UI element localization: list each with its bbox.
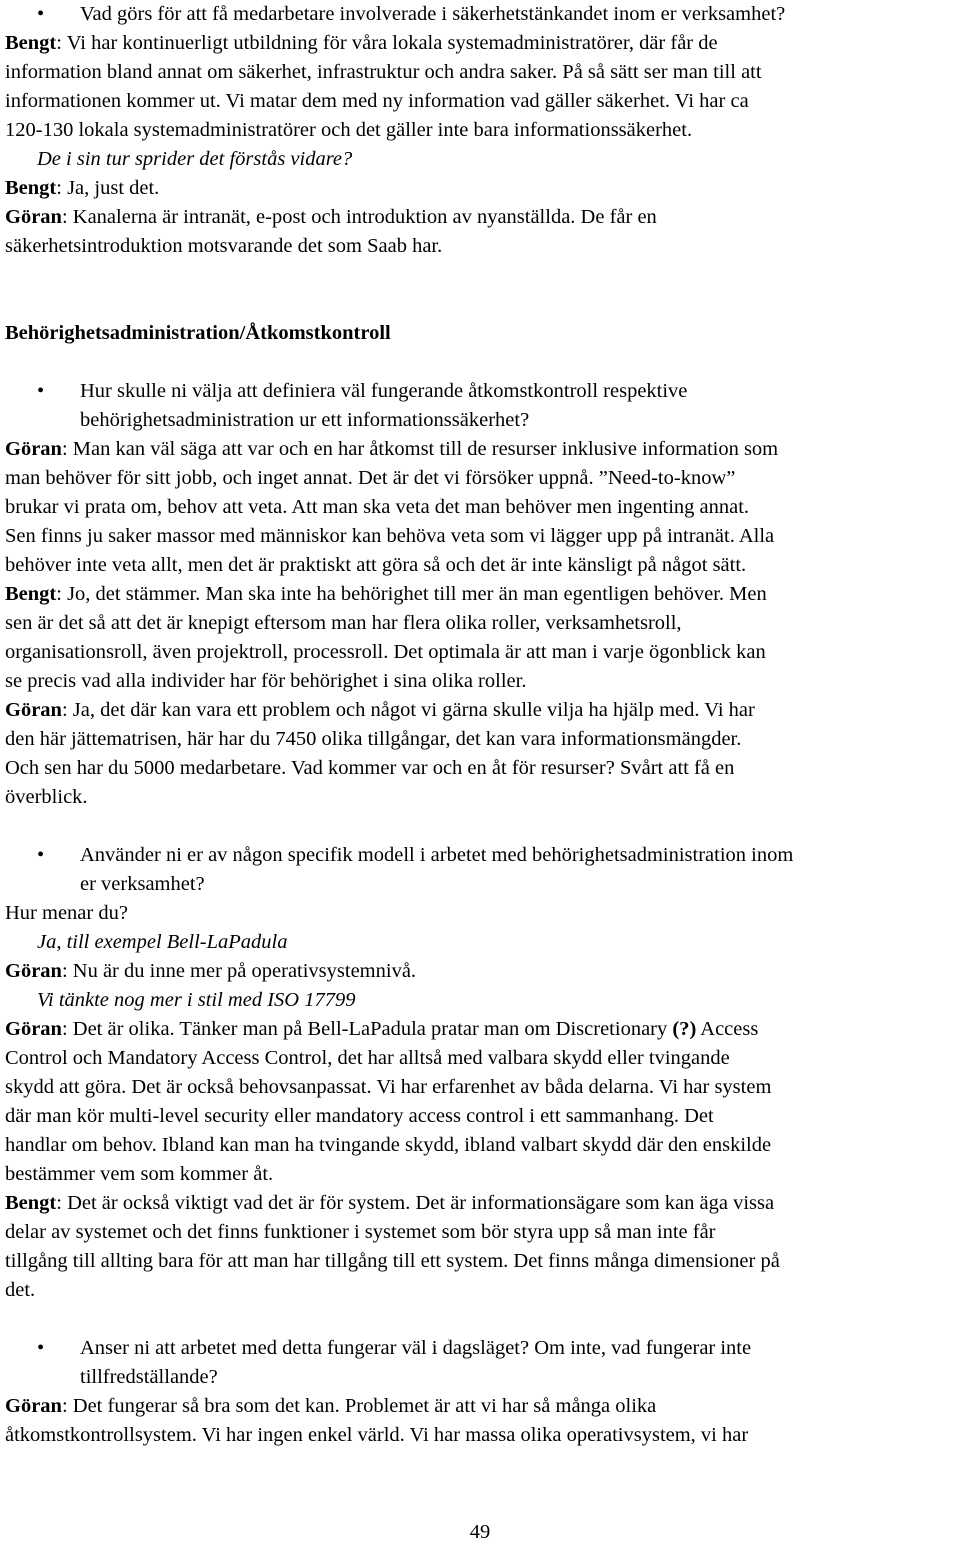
answer-line: brukar vi prata om, behov att veta. Att man ska veta det man behöver men ingenting annat.	[5, 496, 750, 518]
speaker-name: Bengt	[5, 177, 57, 199]
answer-line: delar av systemet och det finns funktioner i systemet som bör styra upp så man inte får	[5, 1221, 716, 1243]
answer-line: Göran: Det är olika. Tänker man på Bell-LaPadula pratar man om Discretionary (?) Access	[5, 1018, 759, 1040]
bullet-icon: •	[37, 3, 45, 25]
bullet-question-continued: er verksamhet?	[80, 873, 205, 895]
page-number: 49	[469, 1521, 491, 1543]
speaker-name: Bengt	[5, 1192, 57, 1214]
answer-line: man behöver för sitt jobb, och inget annat. Det är det vi försöker uppnå. ”Need-to-know”	[5, 467, 736, 489]
answer-line: det.	[5, 1279, 36, 1301]
answer-line: Göran: Ja, det där kan vara ett problem och något vi gärna skulle vilja ha hjälp med. Vi har	[5, 699, 755, 721]
answer-line: sen är det så att det är knepigt eftersom man har flera olika roller, verksamhetsroll,	[5, 612, 682, 634]
answer-line: överblick.	[5, 786, 88, 808]
bullet-icon: •	[37, 380, 45, 402]
answer-line: Hur menar du?	[5, 902, 128, 924]
answer-line: Control och Mandatory Access Control, det har alltså med valbara skydd eller tvingande	[5, 1047, 730, 1069]
answer-line: Göran: Det fungerar så bra som det kan. Problemet är att vi har så många olika	[5, 1395, 657, 1417]
answer-line: handlar om behov. Ibland kan man ha tvingande skydd, ibland valbart skydd där den enskilde	[5, 1134, 772, 1156]
speaker-name: Göran	[5, 1395, 62, 1417]
section-heading: Behörighetsadministration/Åtkomstkontroll	[5, 322, 391, 344]
answer-line: Göran: Nu är du inne mer på operativsystemnivå.	[5, 960, 417, 982]
answer-line: organisationsroll, även projektroll, processroll. Det optimala är att man i varje ögonblick kan	[5, 641, 766, 663]
speaker-name: Göran	[5, 438, 62, 460]
bullet-question: • Vad görs för att få medarbetare involverade i säkerhetstänkandet inom er verksamhet?	[5, 0, 957, 29]
answer-line: Och sen har du 5000 medarbetare. Vad kommer var och en åt för resurser? Svårt att få en	[5, 757, 735, 779]
answer-line: Sen finns ju saker massor med människor kan behöva veta som vi lägger upp på intranät. Alla	[5, 525, 775, 547]
speaker-name: Göran	[5, 206, 62, 228]
interviewer-line: Vi tänkte nog mer i stil med ISO 17799	[37, 989, 356, 1011]
answer-line: den här jättematrisen, här har du 7450 olika tillgångar, det kan vara informationsmängder.	[5, 728, 742, 750]
bullet-icon: •	[37, 1337, 45, 1359]
speaker-name: Göran	[5, 699, 62, 721]
bullet-question-continued: tillfredställande?	[80, 1366, 218, 1388]
answer-line: informationen kommer ut. Vi matar dem med ny information vad gäller säkerhet. Vi har ca	[5, 90, 749, 112]
answer-line: Göran: Kanalerna är intranät, e-post och introduktion av nyanställda. De får en	[5, 206, 657, 228]
answer-line: säkerhetsintroduktion motsvarande det som Saab har.	[5, 235, 443, 257]
speaker-name: Bengt	[5, 583, 57, 605]
answer-line: där man kör multi-level security eller mandatory access control i ett sammanhang. Det	[5, 1105, 714, 1127]
answer-line: tillgång till allting bara för att man har tillgång till ett system. Det finns många dimensioner på	[5, 1250, 780, 1272]
answer-line: bestämmer vem som kommer åt.	[5, 1163, 274, 1185]
answer-line: se precis vad alla individer har för behörighet i sina olika roller.	[5, 670, 527, 692]
interviewer-line: Ja, till exempel Bell-LaPadula	[37, 931, 288, 953]
speaker-name: Bengt	[5, 32, 57, 54]
speaker-name: Göran	[5, 960, 62, 982]
bullet-icon: •	[37, 844, 45, 866]
speaker-name: Göran	[5, 1018, 62, 1040]
answer-line: Bengt: Vi har kontinuerligt utbildning för våra lokala systemadministratörer, där får de	[5, 32, 718, 54]
bullet-question-continued: behörighetsadministration ur ett informationssäkerhet?	[80, 409, 530, 431]
bullet-question: • Anser ni att arbetet med detta fungerar väl i dagsläget? Om inte, vad fungerar inte	[5, 1334, 957, 1363]
answer-line: åtkomstkontrollsystem. Vi har ingen enkel värld. Vi har massa olika operativsystem, vi har	[5, 1424, 749, 1446]
answer-line: behöver inte veta allt, men det är praktiskt att göra så och det är inte känsligt på något sätt.	[5, 554, 747, 576]
answer-line: information bland annat om säkerhet, infrastruktur och andra saker. På så sätt ser man till att	[5, 61, 762, 83]
document-page	[5, 0, 957, 1450]
bullet-question: • Hur skulle ni välja att definiera väl fungerande åtkomstkontroll respektive	[5, 377, 957, 406]
answer-line: skydd att göra. Det är också behovsanpassat. Vi har erfarenhet av båda delarna. Vi har system	[5, 1076, 772, 1098]
answer-line: Göran: Man kan väl säga att var och en har åtkomst till de resurser inklusive information som	[5, 438, 779, 460]
answer-line: Bengt: Ja, just det.	[5, 177, 160, 199]
bullet-question: • Använder ni er av någon specifik modell i arbetet med behörighetsadministration inom	[5, 841, 957, 870]
answer-line: Bengt: Det är också viktigt vad det är för system. Det är informationsägare som kan äga vissa	[5, 1192, 775, 1214]
answer-line: 120-130 lokala systemadministratörer och det gäller inte bara informationssäkerhet.	[5, 119, 693, 141]
interviewer-line: De i sin tur sprider det förstås vidare?	[37, 148, 353, 170]
answer-line: Bengt: Jo, det stämmer. Man ska inte ha behörighet till mer än man egentligen behöver. Men	[5, 583, 767, 605]
